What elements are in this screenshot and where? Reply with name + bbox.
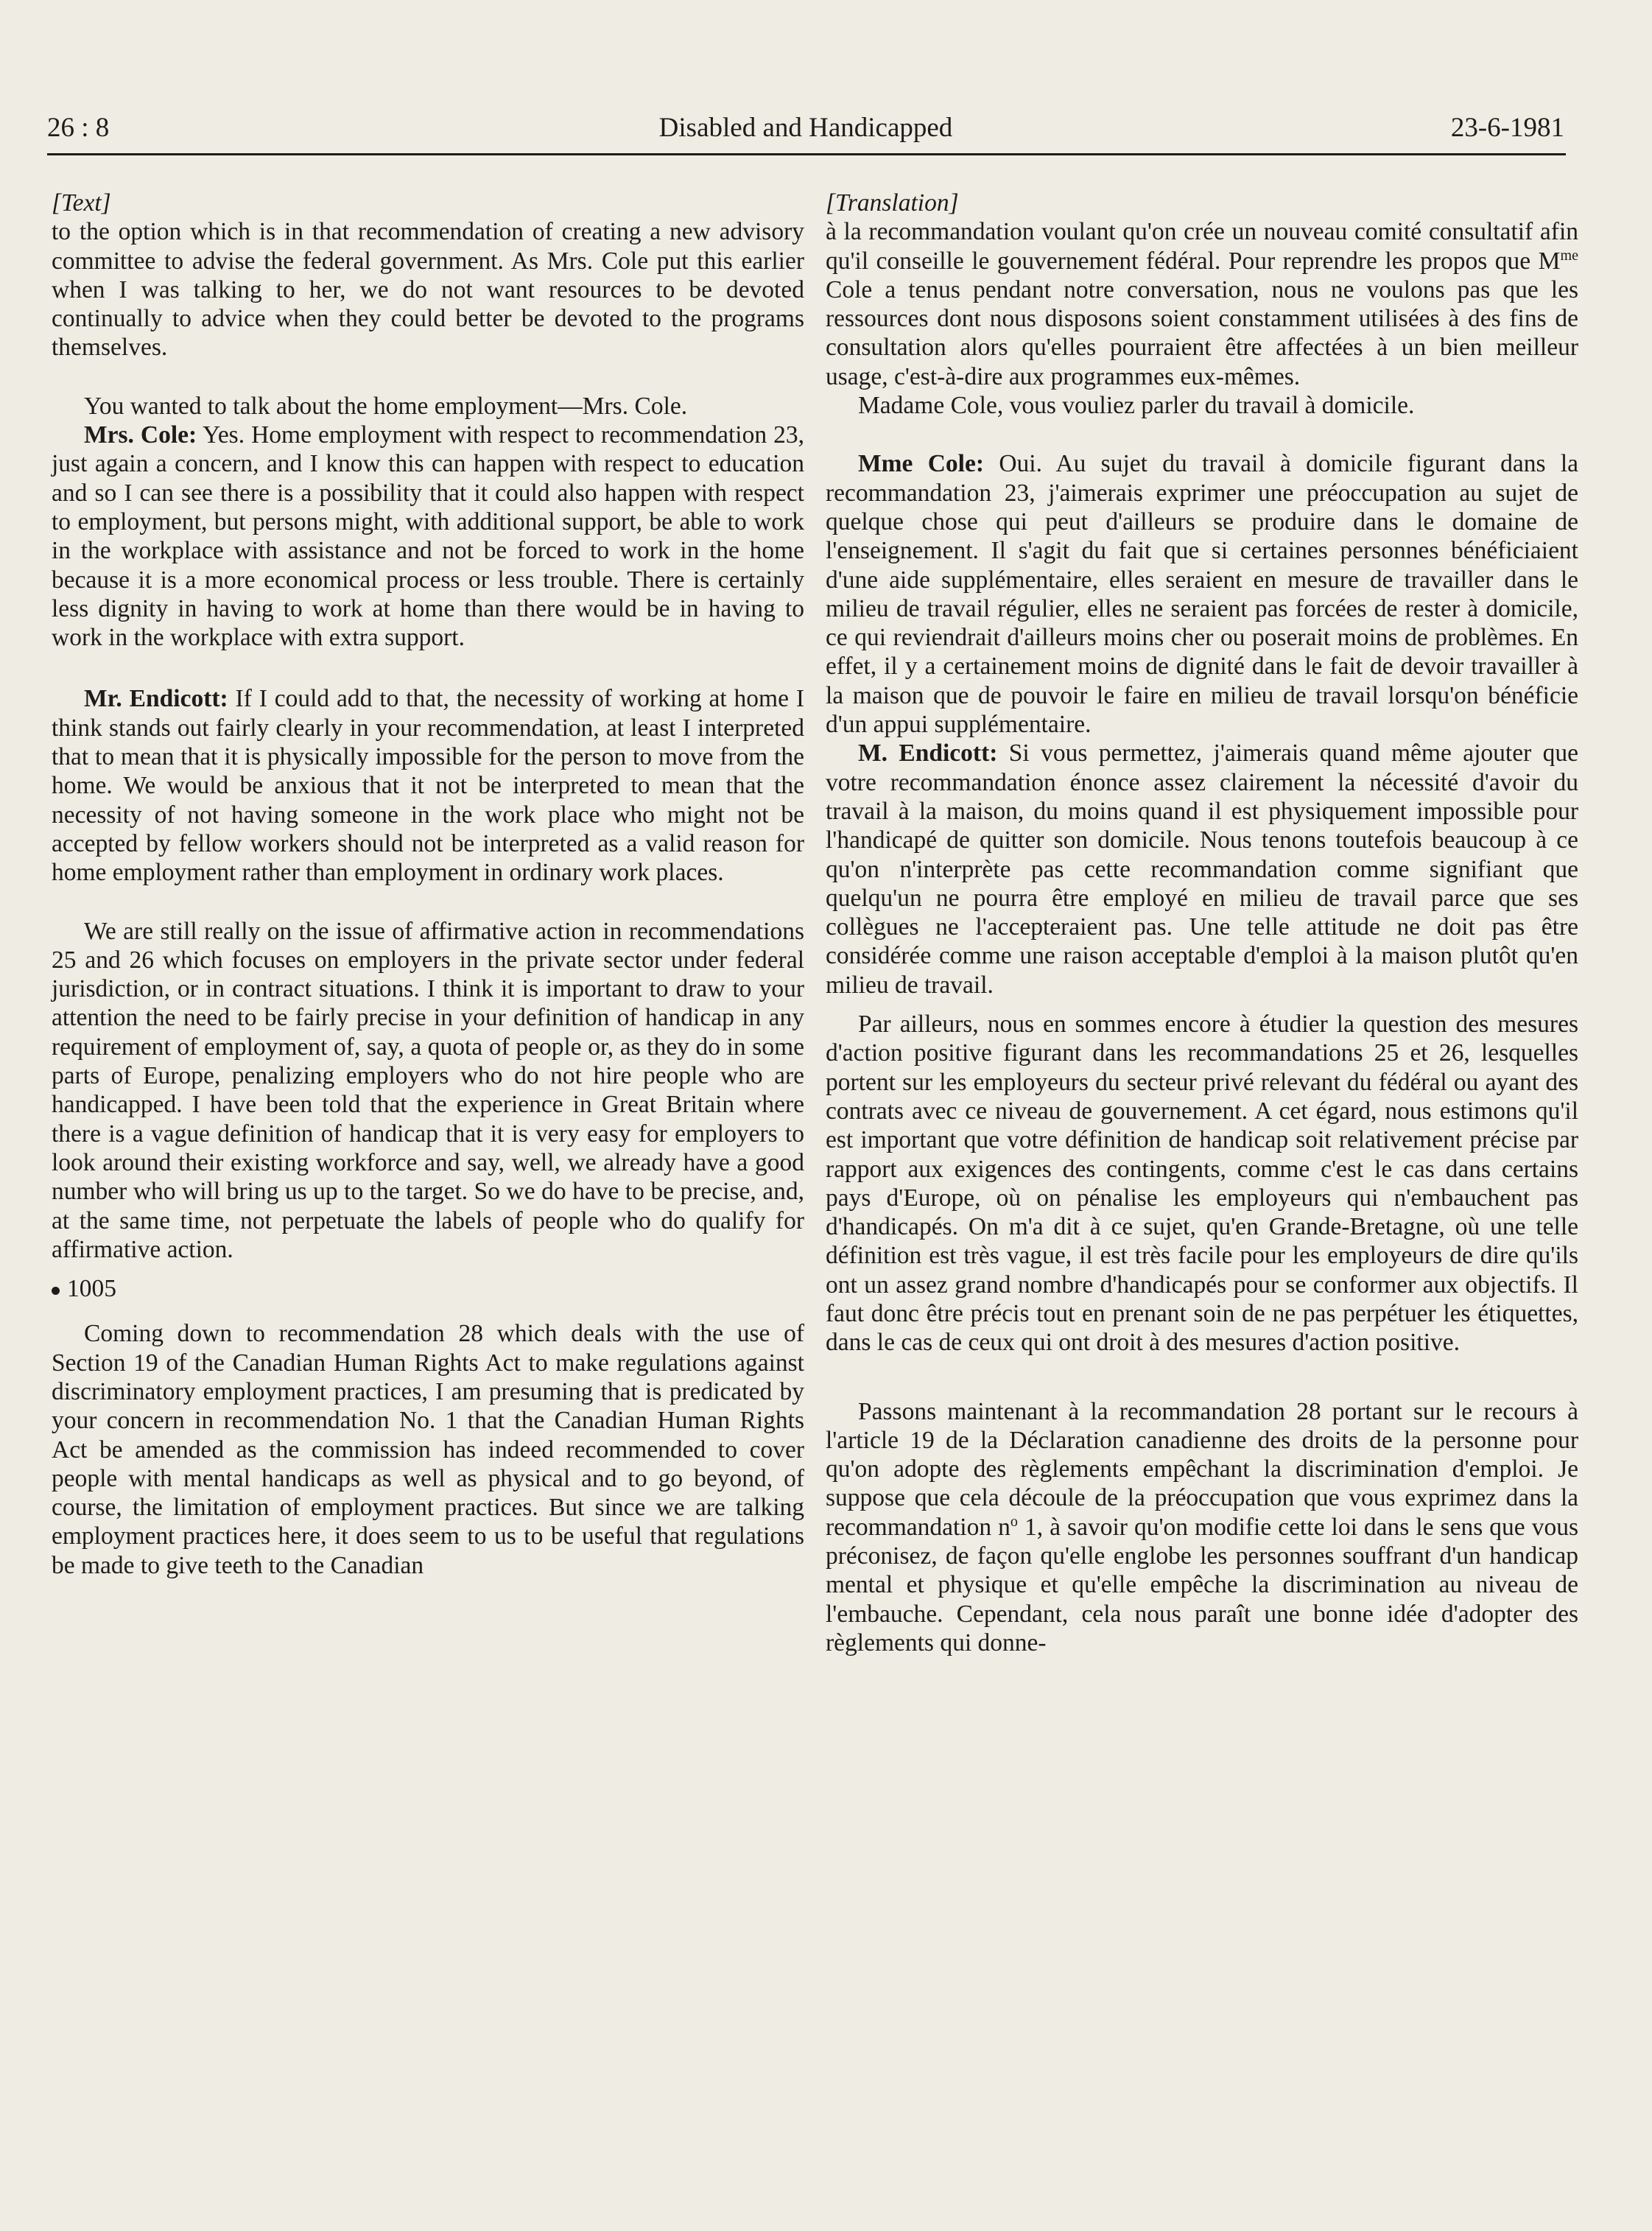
- speaker-name: Mme Cole:: [858, 450, 984, 478]
- speaker-name: M. Endicott:: [858, 739, 998, 767]
- speaker-name: Mrs. Cole:: [84, 421, 197, 449]
- speaker-paragraph: [52, 684, 804, 887]
- superscript: me: [1560, 247, 1578, 264]
- time-marker: [52, 1274, 804, 1303]
- speech-text: If I could add to that, the necessity of working at home I think stands out fairly clearly in your recommendation, at least I interpreted that to mean that it is physically impossible for the person to move from the home. We would be anxious that it not be interpreted to mean that the necessity of not having someone in the work place who might not be accepted by fellow workers should not be interpreted as a valid reason for home employment rather than employment in ordinary work places.: [52, 685, 804, 887]
- paragraph: Coming down to recommendation 28 which deals with the use of Section 19 of the Canadian Human Rights Act to make regulations against discriminatory employment practices, I am presuming that is predicated by your concern in recommendation No. 1 that the Canadian Human Rights Act be amended as the commission has indeed recommended to cover people with mental handicaps as well as physical and to go beyond, of course, the limitation of employment practices. But since we are talking employment practices here, it does seem to us to be useful that regulations be made to give teeth to the Canadian: [52, 1320, 804, 1579]
- page-number: 26 : 8: [47, 113, 110, 143]
- speech-text: Oui. Au sujet du travail à domicile figurant dans la recommandation 23, j'aimerais exprimer une préoccupation au sujet de quelque chose qui peut d'ailleurs se produire dans le domaine de l'enseignement. Il s'agit du fait que si certaines personnes bénéficiaient d'une aide supplémentaire, elles seraient en mesure de travailler dans le milieu de travail régulier, elles ne seraient pas forcées de rester à domicile, ce qui reviendrait d'ailleurs moins cher ou poserait moins de problèmes. En effet, il y a certainement moins de dignité dans le fait de devoir travailler à la maison que de pouvoir le faire en milieu de travail lorsqu'on bénéficie d'un appui supplémentaire.: [826, 450, 1578, 739]
- speech-text: Si vous permettez, j'aimerais quand même ajouter que votre recommandation énonce assez clairement la nécessité d'avoir du travail à la maison, du moins quand il est physiquement impossible pour l'handicapé de quitter son domicile. Nous tenons toutefois beaucoup à ce qu'on n'interprète pas cette recommandation comme signifiant que quelqu'un ne pourra être employé en milieu de travail parce que ses collègues ne l'accepteraient pas. Une telle attitude ne doit pas être considérée comme une raison acceptable d'emploi à la maison plutôt qu'en milieu de travail.: [826, 739, 1578, 999]
- speaker-name: Mr. Endicott:: [84, 685, 228, 713]
- running-title: Disabled and Handicapped: [658, 113, 953, 143]
- text-run: Passons maintenant à la recommandation 28 portant sur le recours à l'article 19 de la Déclaration canadienne des droits de la personne pour qu'on adopte des règlements empêchant la discrimination d'emploi. Je suppose que cela découle de la préoccupation que vous exprimez dans la recommandation n: [826, 1397, 1578, 1541]
- paragraph: We are still really on the issue of affirmative action in recommendations 25 and 26 which focuses on employers in the private sector under federal jurisdiction, or in contract situations. I think it is important to draw to your attention the need to be fairly precise in your definition of handicap in any requirement of employment of, say, a quota of people or, as they do in some parts of Europe, penalizing employers who do not hire people who are handicapped. I have been told that the experience in Great Britain where there is a vague definition of handicap that it is very easy for employers to look around their existing workforce and say, well, we already have a good number who will bring us up to the target. So we do have to be precise, and, at the same time, not perpetuate the labels of people who do qualify for affirmative action.: [52, 917, 804, 1263]
- french-column: [826, 189, 1578, 1657]
- column-label: [Text]: [52, 189, 111, 217]
- speaker-paragraph: [826, 449, 1578, 739]
- english-column: [52, 189, 804, 1580]
- column-label: [Translation]: [826, 189, 959, 217]
- text-run: à la recommandation voulant qu'on crée un nouveau comité consultatif afin qu'il conseille le gouvernement fédéral. Pour reprendre les propos que M: [826, 218, 1578, 275]
- paragraph: [826, 217, 1578, 391]
- header-rule: [47, 153, 1566, 155]
- paragraph: Madame Cole, vous vouliez parler du travail à domicile.: [858, 392, 1415, 420]
- text-run: Cole a tenus pendant notre conversation, nous ne voulons pas que les ressources dont nous disposons soient constamment utilisées à des fins de consultation alors qu'elles pourraient être affectées à un bien meilleur usage, c'est-à-dire aux programmes eux-mêmes.: [826, 275, 1578, 390]
- text-run: 1, à savoir qu'on modifie cette loi dans le sens que vous préconisez, de façon qu'elle englobe les personnes souffrant d'un handicap mental et physique et qu'elle empêche la discrimination au niveau de l'embauche. Cependant, cela nous paraît une bonne idée d'adopter des règlements qui donne-: [826, 1513, 1578, 1656]
- superscript: o: [1010, 1513, 1018, 1530]
- speech-text: Yes. Home employment with respect to recommendation 23, just again a concern, and I know this can happen with respect to education and so I can see there is a possibility that it could also happen with respect to employment, but persons might, with additional support, be able to work in the workplace with assistance and not be forced to work in the home because it is a more economical process or less trouble. There is certainly less dignity in having to work at home than there would be in having to work in the workplace with extra support.: [52, 421, 804, 652]
- paragraph: Par ailleurs, nous en sommes encore à étudier la question des mesures d'action positive figurant dans les recommandations 25 et 26, lesquelles portent sur les employeurs du secteur privé relevant du fédéral ou ayant des contrats avec ce niveau de gouvernement. A cet égard, nous estimons qu'il est important que votre définition de handicap soit relativement précise par rapport aux exigences des contingents, comme c'est le cas dans certains pays d'Europe, où on pénalise les employeurs qui n'embauchent pas d'handicapés. On m'a dit à ce sujet, qu'en Grande-Bretagne, où une telle définition est très vague, il est très facile pour les employeurs de dire qu'ils ont un assez grand nombre d'handicapés pour se conformer aux objectifs. Il faut donc être précis tout en prenant soin de ne pas perpétuer les étiquettes, dans le cas de ceux qui ont droit à des mesures d'action positive.: [826, 1011, 1578, 1357]
- paragraph: [826, 1397, 1578, 1658]
- header-date: 23-6-1981: [1450, 113, 1564, 143]
- time-marker-text: 1005: [67, 1275, 116, 1303]
- speaker-paragraph: [826, 739, 1578, 999]
- paragraph: You wanted to talk about the home employment—Mrs. Cole.: [84, 392, 688, 420]
- paragraph: to the option which is in that recommendation of creating a new advisory committee to advise the federal government. As Mrs. Cole put this earlier when I was talking to her, we do not want resources to be devoted continually to advice when they could better be devoted to the programs themselves.: [52, 218, 804, 362]
- page-header: [47, 112, 1564, 156]
- speaker-paragraph: [52, 421, 804, 652]
- bullet-icon: [52, 1287, 60, 1295]
